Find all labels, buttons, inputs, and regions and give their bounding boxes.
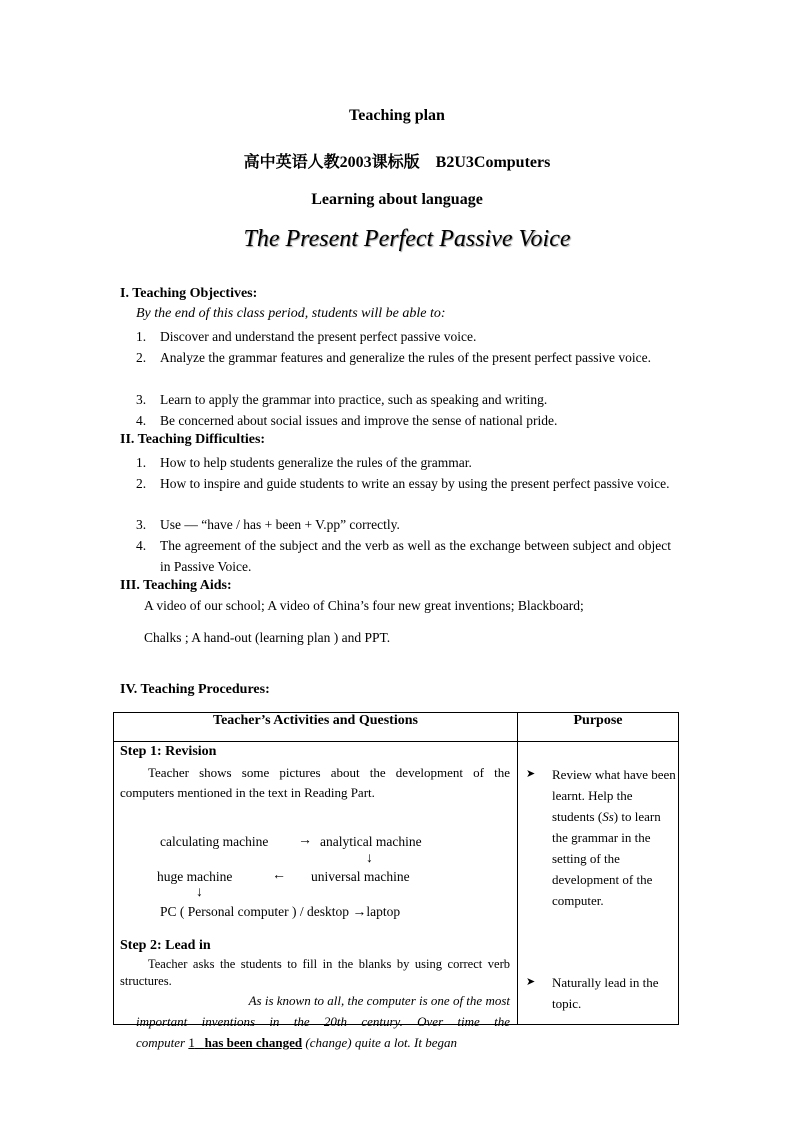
flow-huge-machine: huge machine	[157, 869, 233, 884]
flow-calculating-machine: calculating machine	[160, 834, 269, 849]
table-row	[114, 742, 679, 1025]
document-page: Teaching plan 高中英语人教2003课标版 B2U3Computers Learning about language The Present Perfect Passive Voice I. Teaching Objectives: By the end of this class period, students will be able to: 1. Discover and understand the present perfect passive voice. 2. Analyze the grammar features and generalize the rules of the present perfect passive voice. 3. Learn to apply the grammar into practice, such as speaking and writing. 4. Be concerned about social issues and improve the sense of national pride. II. Teaching Difficulties: 1. How to help students generalize the rules of the grammar. 2. How to inspire and guide students to write an essay by using the present perfect passive voice. 3. Use — “have / has + been + V.pp” correctly. 4. The agreement of the subject and the verb as well as the exchange between subject and object in Passive Voice. III. Teaching Aids: A video of our school; A video of China’s four new great inventions; Blackboard; Chalks ; A hand-out (learning plan ) and PPT. IV. Teaching Procedures: Teacher’s Activities and Questions Purpose Step 1: Revision Teacher shows some pictures about the development of the computers mentioned in the text in Reading Part. calculating machine → analytical machine ↓ huge machine ← universal machine ↓ PC ( Personal computer ) / desktop →laptop Step 2: Lead in Teacher asks the students to fill in the blanks by using correct verb structures. As is known to all, the computer is one of the most important inventions in the 20th century. Over time the computer 1 has been changed (change) quite a lot. It began ➤ Review what have been learnt. Help the students (Ss) to learn the grammar in the setting of the development of the computer. ➤ Naturally lead in the topic.	[0, 0, 794, 1123]
flow-analytical-machine: analytical machine	[320, 834, 422, 849]
purpose-cell: ➤ Review what have been learnt. Help the students (Ss) to learn the grammar in the setting of the development of the computer. ➤ Naturally lead in the topic.	[518, 742, 679, 1025]
objectives-intro: By the end of this class period, students will be able to:	[136, 306, 446, 321]
aids-heading: III. Teaching Aids:	[120, 578, 232, 593]
procedures-heading: IV. Teaching Procedures:	[120, 682, 270, 697]
passage-line-3: computer 1 has been changed (change) quite a lot. It began	[136, 1035, 458, 1050]
procedures-table	[113, 712, 679, 1050]
difficulties-heading: II. Teaching Difficulties:	[120, 432, 266, 447]
aids-line-1: A video of our school; A video of China’s four new great inventions; Blackboard;	[144, 598, 584, 613]
table-header-row	[114, 713, 679, 742]
purpose-column-header: Purpose	[518, 713, 679, 742]
flow-laptop: laptop	[366, 904, 401, 919]
arrow-down-icon: ↓	[366, 851, 373, 866]
arrow-left-icon: ←	[272, 868, 286, 883]
step1-title: Step 1: Revision	[120, 744, 217, 759]
passage-line-2: important inventions in the 20th century. Over time the	[136, 1014, 510, 1029]
lesson-title: Learning about language	[311, 191, 483, 208]
flow-pc-line	[160, 904, 400, 921]
step2-text: Teacher asks the students to fill in the blanks by using correct verb structures.	[120, 957, 510, 988]
topic-title: The Present Perfect Passive Voice	[243, 226, 571, 252]
blank-number: 1 has been changed	[188, 1035, 303, 1050]
blank-answer: has been changed	[204, 1035, 303, 1050]
step1-text: Teacher shows some pictures about the development of the computers mentioned in the text in Reading Part.	[120, 765, 510, 800]
bullet-arrow-icon: ➤	[526, 976, 536, 988]
passage-line-1: As is known to all, the computer is one of the most	[248, 993, 510, 1008]
activities-cell	[114, 742, 518, 1050]
document-subtitle: 高中英语人教2003课标版 B2U3Computers	[243, 154, 551, 171]
flow-pc: PC ( Personal computer ) / desktop	[160, 904, 349, 919]
objectives-heading: I. Teaching Objectives:	[120, 286, 258, 301]
aids-line-2: Chalks ; A hand-out (learning plan ) and PPT.	[144, 630, 391, 645]
arrow-right-icon: →	[352, 905, 367, 920]
flow-universal-machine: universal machine	[311, 869, 410, 884]
arrow-right-icon: →	[298, 833, 312, 848]
arrow-down-icon: ↓	[196, 885, 203, 900]
activities-column-header: Teacher’s Activities and Questions	[114, 713, 518, 742]
bullet-arrow-icon: ➤	[526, 768, 536, 780]
step2-title: Step 2: Lead in	[120, 938, 211, 953]
document-title: Teaching plan	[349, 107, 445, 124]
